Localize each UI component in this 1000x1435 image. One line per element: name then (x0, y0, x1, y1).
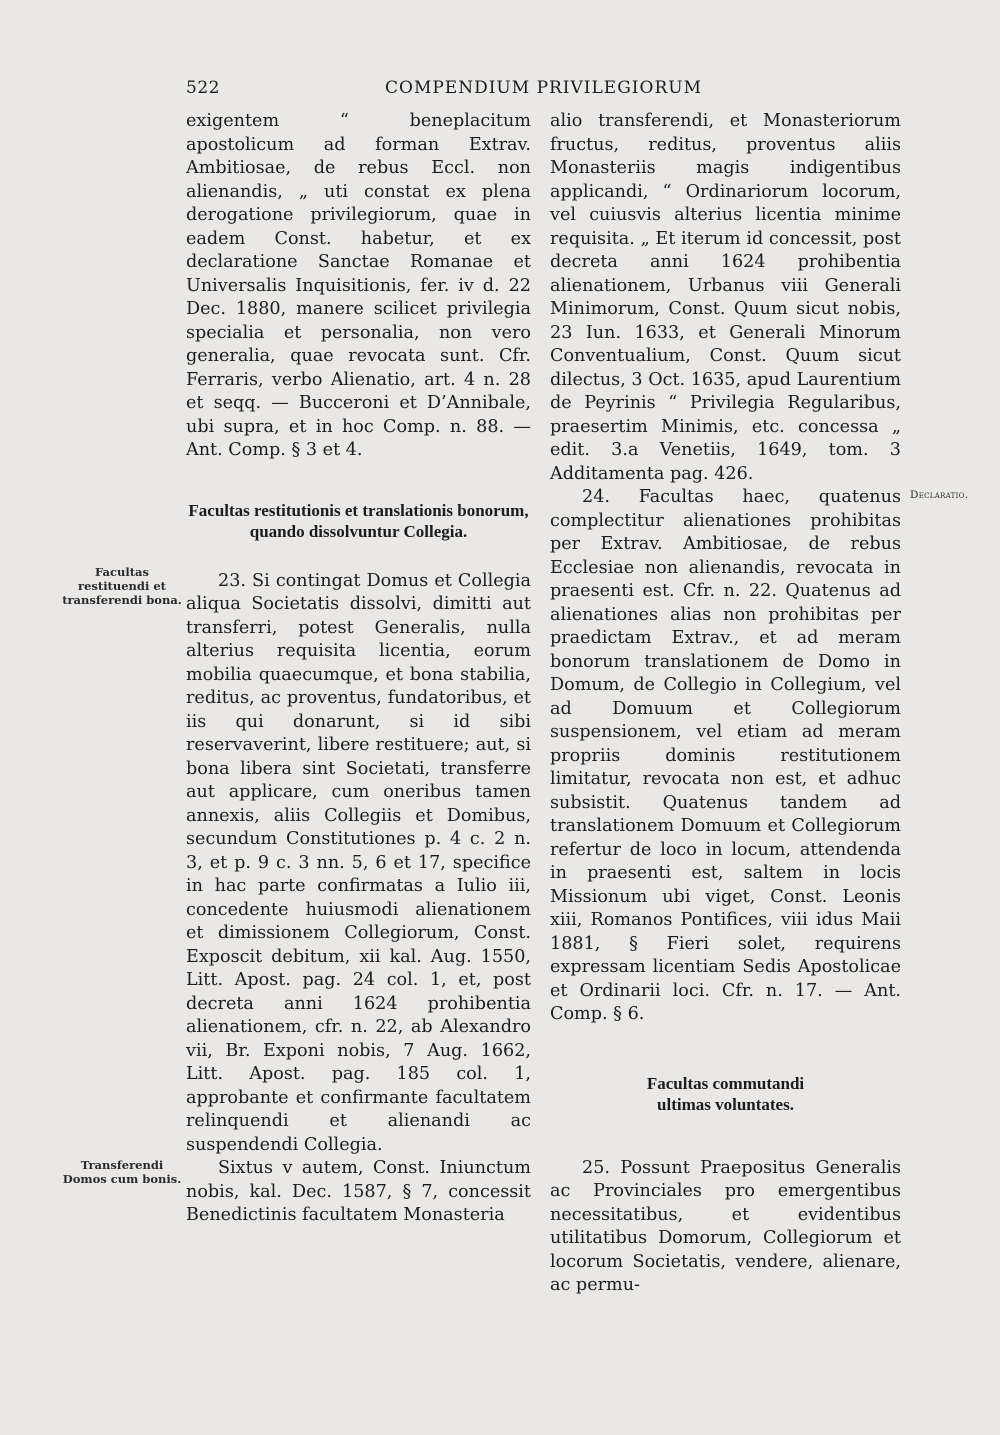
paragraph-25: 25. Possunt Praepositus Generalis ac Provinciales pro emergentibus necessitatibus, et evidentibus utilitatibus Domorum, Collegiorum et locorum Societatis, vendere, alienare, ac permu- (550, 1157, 901, 1295)
page-number: 522 (186, 78, 220, 98)
running-title: COMPENDIUM PRIVILEGIORUM (385, 78, 702, 98)
paragraph-24: 24. Facultas haec, quatenus complectitur alienationes prohibitas per Extrav. Ambitiosae, de rebus Ecclesiae non alienandis, revocata in praesenti est. Cfr. n. 22. Quatenus ad alienationes alias non prohibitas per praedictam Extrav., et ad meram bonorum translationem de Domo in Domum, de Collegio in Collegium, vel ad Domuum et Collegiorum suspensionem, vel etiam ad meram propriis dominis restitutionem limitatur, revocata non est, et adhuc subsistit. Quatenus tandem ad translationem Domuum et Collegiorum refertur de loco in locum, attendenda in praesenti est, saltem in locis Missionum ubi viget, Const. Leonis xiii, Romanos Pontifices, viii idus Maii 1881, § Fieri solet, requirens expressam licentiam Sedis Apostolicae et Ordinarii loci. Cfr. n. 17. — Ant. Comp. § 6. (550, 487, 901, 1024)
paragraph-continuation-right: alio transferendi, et Monasteriorum fructus, reditus, proventus aliis Monasteriis magis indigentibus applicandi, “ Ordinariorum locorum, vel cuiusvis alterius licentia minime requisita. „ Et iterum id concessit, post decreta anni 1624 prohibentia alienationem, Urbanus viii Generali Minimorum, Const. Quum sicut nobis, 23 Iun. 1633, et Generali Minorum Conventualium, Const. Quum sicut dilectus, 3 Oct. 1635, apud Laurentium de Peyrinis “ Privilegia Regularibus, praesertim Minimis, etc. concessa „ edit. 3.a Venetiis, 1649, tom. 3 Additamenta pag. 426. (550, 111, 901, 484)
paragraph-sixtus: Sixtus v autem, Const. Iniunctum nobis, kal. Dec. 1587, § 7, concessit Benedictinis facultatem Monasteria (186, 1158, 531, 1225)
margin-note-transferendi: Transferendi Domos cum bonis. (62, 1158, 182, 1186)
left-column (186, 110, 531, 1228)
paragraph-continuation: exigentem “ beneplacitum apostolicum ad forman Extrav. Ambitiosae, de rebus Eccl. non alienandis, „ uti constat ex plena derogatione privilegiorum, quae in eadem Const. habetur, et ex declaratione Sanctae Romanae et Universalis Inquisitionis, fer. iv d. 22 Dec. 1880, manere scilicet privilegia specialia et personalia, non vero generalia, quae revocata sunt. Cfr. Ferraris, verbo Alienatio, art. 4 n. 28 et seqq. — Bucceroni et D’Annibale, ubi supra, et in hoc Comp. n. 88. — Ant. Comp. § 3 et 4. (186, 111, 531, 460)
heading-line-1: Facultas commutandi (646, 1073, 805, 1093)
right-column (550, 110, 901, 1298)
paragraph-23: 23. Si contingat Domus et Collegia aliqua Societatis dissolvi, dimitti aut transferri, potest Generalis, nulla alterius requisita licentia, eorum mobilia quaecumque, et bona stabilia, reditus, ac proventus, fundatoribus, et iis qui donarunt, si id sibi reservaverint, libere restituere; aut, si bona libera sint Societati, transferre aut applicare, cum oneribus tamen annexis, aliis Collegiis et Domibus, secundum Constitutiones p. 4 c. 2 n. 3, et p. 9 c. 3 nn. 5, 6 et 17, specifice in hac parte confirmatas a Iulio iii, concedente huiusmodi alienationem et dimissionem Collegiorum, Const. Exposcit debitum, xii kal. Aug. 1550, Litt. Apost. pag. 24 col. 1, et, post decreta anni 1624 prohibentia alienationem, cfr. n. 22, ab Alexandro vii, Br. Exponi nobis, 7 Aug. 1662, Litt. Apost. pag. 185 col. 1, approbante et confirmante facultatem relinquendi et alienandi ac suspendendi Collegia. (186, 570, 531, 1155)
margin-note-facultas: Facultas restituendi et transferendi bona. (62, 565, 182, 607)
margin-note-declaratio: Declaratio. (910, 489, 969, 501)
section-heading-commutandi (550, 1073, 901, 1115)
running-header (186, 78, 901, 104)
heading-line-2: ultimas voluntates. (657, 1094, 794, 1114)
section-heading-restitutionis: Facultas restitutionis et translationis bonorum, quando dissolvuntur Collegia. (188, 500, 529, 541)
